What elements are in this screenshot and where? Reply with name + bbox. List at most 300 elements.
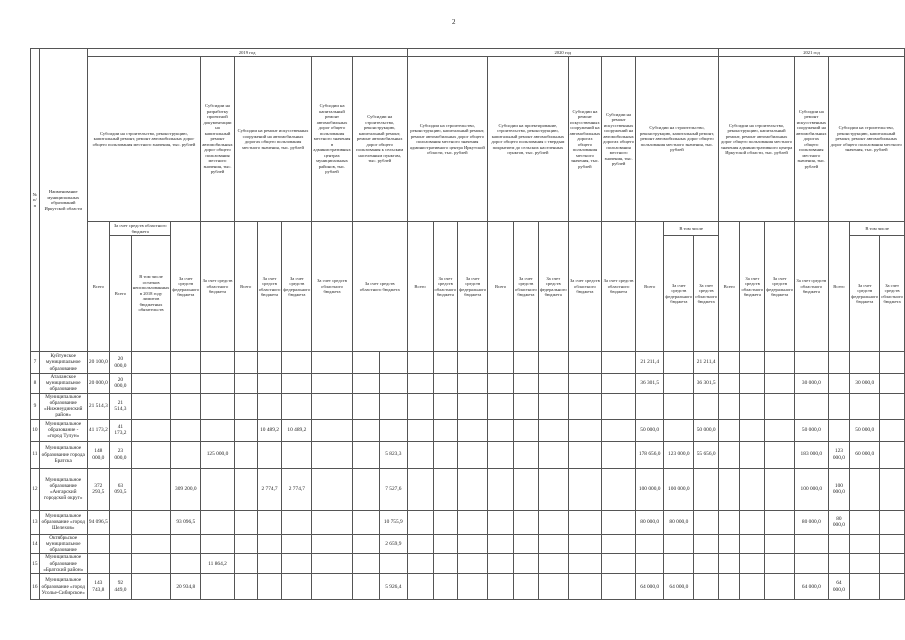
value-cell: [568, 441, 601, 468]
value-cell: [740, 554, 765, 574]
value-cell: [458, 554, 488, 574]
value-cell: [433, 374, 458, 394]
value-cell: [719, 419, 740, 441]
row-number: 10: [31, 419, 40, 441]
value-cell: 30 000,0: [795, 374, 828, 394]
value-cell: [602, 419, 636, 441]
value-cell: [433, 352, 458, 374]
value-cell: [201, 374, 234, 394]
value-cell: 2 774,7: [282, 468, 312, 510]
value-cell: [131, 510, 171, 534]
value-cell: [407, 352, 433, 374]
value-cell: 60 000,0: [850, 441, 880, 468]
value-cell: [538, 393, 568, 419]
value-cell: [602, 374, 636, 394]
value-cell: [352, 419, 379, 441]
municipality-name: Муниципальное образование - «город Тулун»: [39, 419, 87, 441]
value-cell: [765, 419, 795, 441]
value-cell: [850, 554, 880, 574]
value-cell: [694, 574, 719, 600]
hdr-obl: За счет средств областного бюджета: [352, 222, 407, 352]
year-2019: 2019 год: [87, 49, 407, 57]
value-cell: [538, 468, 568, 510]
value-cell: [828, 419, 850, 441]
value-cell: [740, 510, 765, 534]
value-cell: [234, 393, 257, 419]
value-cell: [795, 393, 828, 419]
value-cell: [282, 352, 312, 374]
value-cell: [407, 419, 433, 441]
value-cell: [407, 534, 433, 554]
value-cell: [568, 510, 601, 534]
value-cell: [380, 554, 408, 574]
value-cell: [282, 510, 312, 534]
row-number: 15: [31, 554, 40, 574]
hdr-obl: За счет средств областного бюджета: [568, 222, 601, 352]
row-number: 12: [31, 468, 40, 510]
value-cell: [719, 393, 740, 419]
value-cell: [312, 393, 352, 419]
value-cell: 80 000,0: [795, 510, 828, 534]
value-cell: [514, 393, 539, 419]
subsidy-table: [30, 48, 905, 600]
value-cell: [694, 534, 719, 554]
value-cell: [110, 534, 132, 554]
table-row: [31, 419, 905, 441]
value-cell: 100 000,0: [664, 468, 694, 510]
value-cell: [850, 393, 880, 419]
value-cell: [664, 374, 694, 394]
value-cell: [602, 393, 636, 419]
value-cell: [131, 352, 171, 374]
hdr-in-that-number: В том числе: [850, 222, 905, 236]
hdr-obl: За счет средств областного бюджета: [795, 222, 828, 352]
value-cell: 64 000,0: [636, 574, 664, 600]
value-cell: [352, 554, 379, 574]
value-cell: 21 211,4: [694, 352, 719, 374]
value-cell: 30 000,0: [850, 374, 880, 394]
value-cell: [828, 393, 850, 419]
value-cell: [740, 419, 765, 441]
value-cell: [488, 574, 514, 600]
value-cell: 100 000,0: [795, 468, 828, 510]
value-cell: [257, 393, 282, 419]
value-cell: [201, 534, 234, 554]
hdr-in-that-number: В том числе: [664, 222, 719, 236]
value-cell: [765, 534, 795, 554]
value-cell: [131, 374, 171, 394]
value-cell: [380, 352, 408, 374]
value-cell: [380, 393, 408, 419]
value-cell: [87, 554, 109, 574]
value-cell: [234, 441, 257, 468]
value-cell: [407, 441, 433, 468]
hdr-total: Всего: [719, 222, 740, 352]
value-cell: [850, 534, 880, 554]
value-cell: [828, 374, 850, 394]
hdr-obl: За счет средств областного бюджета: [201, 222, 234, 352]
value-cell: 55 656,0: [694, 441, 719, 468]
value-cell: [740, 374, 765, 394]
hdr-2019-g2: Субсидии на разработку проектной документации на капитальный ремонт автомобильных дорог общего пользования местного значения, тыс. рублей: [201, 57, 234, 222]
value-cell: [765, 393, 795, 419]
hdr-fed: За счет средств федерального бюджета: [765, 222, 795, 352]
value-cell: [568, 534, 601, 554]
hdr-2021-g2: Субсидии на ремонт искусственных сооружений на автомобильных дорогах общего пользования местного значения, тыс. рублей: [795, 57, 828, 222]
hdr-total: Всего: [488, 222, 514, 352]
value-cell: [514, 441, 539, 468]
table-row: [31, 441, 905, 468]
value-cell: [257, 441, 282, 468]
hdr-2020-g5: Субсидии на строительство, реконструкцию, капитальный ремонт, ремонт автомобильных дорог общего пользования местного значения, тыс. рублей: [636, 57, 719, 222]
value-cell: [312, 510, 352, 534]
hdr-obl: За счет средств областного бюджета: [312, 222, 352, 352]
value-cell: [538, 374, 568, 394]
value-cell: [694, 468, 719, 510]
value-cell: 2 659,9: [380, 534, 408, 554]
value-cell: [352, 374, 379, 394]
value-cell: [171, 534, 201, 554]
value-cell: [538, 419, 568, 441]
value-cell: [636, 554, 664, 574]
value-cell: [312, 554, 352, 574]
value-cell: [880, 510, 905, 534]
row-number: 13: [31, 510, 40, 534]
value-cell: [87, 534, 109, 554]
value-cell: [131, 468, 171, 510]
value-cell: [234, 374, 257, 394]
value-cell: [201, 574, 234, 600]
value-cell: [201, 468, 234, 510]
value-cell: [795, 352, 828, 374]
value-cell: 41 173,2: [87, 419, 109, 441]
value-cell: 20 000,0: [110, 374, 132, 394]
value-cell: [131, 534, 171, 554]
value-cell: 100 000,0: [636, 468, 664, 510]
municipality-name: Муниципальное образование города Братска: [39, 441, 87, 468]
value-cell: 178 656,0: [636, 441, 664, 468]
table-row: [31, 468, 905, 510]
table-row: [31, 352, 905, 374]
value-cell: [201, 352, 234, 374]
value-cell: 80 000,0: [636, 510, 664, 534]
value-cell: [514, 352, 539, 374]
value-cell: [488, 419, 514, 441]
value-cell: [514, 374, 539, 394]
year-header-row: [31, 49, 905, 57]
value-cell: [488, 352, 514, 374]
value-cell: [740, 441, 765, 468]
value-cell: [568, 374, 601, 394]
value-cell: 183 000,0: [795, 441, 828, 468]
value-cell: [828, 534, 850, 554]
row-number: 8: [31, 374, 40, 394]
value-cell: [282, 441, 312, 468]
value-cell: [719, 574, 740, 600]
value-cell: 309 200,0: [171, 468, 201, 510]
value-cell: 64 000,0: [795, 574, 828, 600]
value-cell: [131, 419, 171, 441]
municipality-name: Муниципальное образование «город Шелехов»: [39, 510, 87, 534]
value-cell: [765, 554, 795, 574]
hdr-2020-g3: Субсидии на ремонт искусственных сооружений на автомобильных дорогах общего пользования местного значения, тыс. рублей: [568, 57, 601, 222]
value-cell: [458, 393, 488, 419]
hdr-fed: За счет средств федерального бюджета: [171, 222, 201, 352]
hdr-total: Всего: [636, 222, 664, 352]
value-cell: [407, 374, 433, 394]
municipality-name: Муниципальное образование «Ангарский городской округ»: [39, 468, 87, 510]
table-row: [31, 554, 905, 574]
value-cell: [433, 441, 458, 468]
value-cell: [234, 468, 257, 510]
value-cell: 100 000,0: [828, 468, 850, 510]
hdr-total: Всего: [110, 236, 132, 352]
value-cell: 64 000,0: [828, 574, 850, 600]
value-cell: 41 173,2: [110, 419, 132, 441]
value-cell: [234, 534, 257, 554]
value-cell: [171, 554, 201, 574]
value-cell: [664, 419, 694, 441]
value-cell: [257, 374, 282, 394]
value-cell: 20 000,0: [87, 374, 109, 394]
value-cell: [719, 510, 740, 534]
value-cell: [538, 441, 568, 468]
table-row: [31, 574, 905, 600]
value-cell: [514, 574, 539, 600]
value-cell: [850, 574, 880, 600]
value-cell: 21 514,3: [87, 393, 109, 419]
value-cell: 21 514,3: [110, 393, 132, 419]
value-cell: 36 301,5: [636, 374, 664, 394]
hdr-obl: За счет средств областного бюджета: [433, 222, 458, 352]
row-number: 14: [31, 534, 40, 554]
value-cell: [880, 468, 905, 510]
value-cell: 148 000,0: [87, 441, 109, 468]
value-cell: [568, 352, 601, 374]
value-cell: [380, 419, 408, 441]
value-cell: [850, 468, 880, 510]
value-cell: [765, 374, 795, 394]
value-cell: 123 000,0: [664, 441, 694, 468]
hdr-fed: За счет средств федерального бюджета: [850, 236, 880, 352]
hdr-obl: За счет средств областного бюджета: [110, 222, 171, 236]
value-cell: [664, 554, 694, 574]
hdr-fed: За счет средств федерального бюджета: [458, 222, 488, 352]
value-cell: [740, 393, 765, 419]
value-cell: [538, 352, 568, 374]
value-cell: [719, 374, 740, 394]
value-cell: 372 293,5: [87, 468, 109, 510]
value-cell: [488, 534, 514, 554]
value-cell: [740, 468, 765, 510]
value-cell: [880, 441, 905, 468]
value-cell: [433, 419, 458, 441]
value-cell: [110, 554, 132, 574]
value-cell: [602, 554, 636, 574]
value-cell: [110, 510, 132, 534]
value-cell: [880, 419, 905, 441]
value-cell: [828, 352, 850, 374]
value-cell: [740, 352, 765, 374]
value-cell: [380, 374, 408, 394]
value-cell: [171, 352, 201, 374]
value-cell: [458, 510, 488, 534]
value-cell: [407, 510, 433, 534]
hdr-2019-g1: Субсидии на строительство, реконструкцию, капитальный ремонт, ремонт автомобильных дорог общего пользования местного значения, тыс. рублей: [87, 57, 201, 222]
page-number: 2: [452, 18, 456, 26]
value-cell: 36 301,5: [694, 374, 719, 394]
value-cell: [433, 393, 458, 419]
value-cell: 50 000,0: [795, 419, 828, 441]
hdr-2020-g2: Субсидии на проектирование, строительство, реконструкцию, капитальный ремонт автомобильных дорог общего пользования с твердым покрытием до сельских населенных пунктов, тыс. рублей: [488, 57, 569, 222]
value-cell: [458, 534, 488, 554]
value-cell: 64 000,0: [664, 574, 694, 600]
value-cell: [312, 352, 352, 374]
municipality-name: Муниципальное образование «Братский район»: [39, 554, 87, 574]
value-cell: 10 755,9: [380, 510, 408, 534]
value-cell: 50 000,0: [694, 419, 719, 441]
value-cell: [458, 574, 488, 600]
value-cell: [458, 441, 488, 468]
value-cell: 80 000,0: [828, 510, 850, 534]
value-cell: [352, 352, 379, 374]
value-cell: [514, 554, 539, 574]
value-cell: [514, 534, 539, 554]
hdr-2018-remains: В том числе остатков неиспользованных в 2018 году лимитов бюджетных обязательств: [131, 236, 171, 352]
row-number: 11: [31, 441, 40, 468]
value-cell: [352, 574, 379, 600]
hdr-2021-g1: Субсидии на строительство, реконструкцию, капитальный ремонт, ремонт автомобильных дорог общего пользования местного значения административного центра Иркутской области, тыс. рублей: [719, 57, 795, 222]
value-cell: [740, 574, 765, 600]
hdr-obl: За счет средств областного бюджета: [514, 222, 539, 352]
table-row: [31, 534, 905, 554]
hdr-fed: За счет средств федерального бюджета: [538, 222, 568, 352]
value-cell: [312, 468, 352, 510]
value-cell: [282, 534, 312, 554]
value-cell: [602, 574, 636, 600]
value-cell: 125 000,0: [201, 441, 234, 468]
value-cell: [352, 510, 379, 534]
value-cell: [312, 419, 352, 441]
hdr-2020-g1: Субсидии на строительство, реконструкцию, капитальный ремонт, ремонт автомобильных дорог общего пользования местного значения административного центра Иркутской области, тыс. рублей: [407, 57, 488, 222]
value-cell: [795, 554, 828, 574]
value-cell: [568, 554, 601, 574]
value-cell: [458, 419, 488, 441]
value-cell: [131, 441, 171, 468]
hdr-obl: За счет средств областного бюджета: [257, 222, 282, 352]
value-cell: [433, 468, 458, 510]
value-cell: [171, 393, 201, 419]
value-cell: [880, 374, 905, 394]
value-cell: 94 096,5: [87, 510, 109, 534]
header-mo: Наименование муниципальных образований Иркутской области: [39, 49, 87, 352]
value-cell: [488, 554, 514, 574]
value-cell: [850, 510, 880, 534]
municipality-name: Муниципальное образование «Нижнеудинский район»: [39, 393, 87, 419]
value-cell: [719, 352, 740, 374]
hdr-fed: За счет средств федерального бюджета: [664, 236, 694, 352]
value-cell: 143 743,8: [87, 574, 109, 600]
value-cell: [765, 468, 795, 510]
group-header-row: [31, 57, 905, 222]
value-cell: 5 926,4: [380, 574, 408, 600]
value-cell: [694, 393, 719, 419]
value-cell: [257, 554, 282, 574]
value-cell: [282, 374, 312, 394]
value-cell: [664, 534, 694, 554]
value-cell: 11 864,2: [201, 554, 234, 574]
row-number: 7: [31, 352, 40, 374]
value-cell: 5 823,3: [380, 441, 408, 468]
value-cell: [602, 441, 636, 468]
value-cell: [765, 441, 795, 468]
value-cell: [636, 534, 664, 554]
hdr-2019-g4: Субсидии на капитальный ремонт автомобильных дорог общего пользования местного значения в административных центрах муниципальных районов, тыс. рублей: [312, 57, 352, 222]
hdr-obl: За счет средств областного бюджета: [880, 236, 905, 352]
value-cell: 7 527,6: [380, 468, 408, 510]
value-cell: 2 774,7: [257, 468, 282, 510]
value-cell: 20 934,8: [171, 574, 201, 600]
value-cell: [719, 554, 740, 574]
value-cell: [719, 534, 740, 554]
municipality-name: Куйтунское муниципальное образование: [39, 352, 87, 374]
value-cell: 21 211,4: [636, 352, 664, 374]
value-cell: [352, 534, 379, 554]
table-row: [31, 393, 905, 419]
value-cell: [514, 419, 539, 441]
row-number: 16: [31, 574, 40, 600]
hdr-total: Всего: [234, 222, 257, 352]
value-cell: [407, 468, 433, 510]
value-cell: [602, 352, 636, 374]
value-cell: [488, 468, 514, 510]
hdr-total: Всего: [828, 222, 850, 352]
value-cell: [694, 554, 719, 574]
value-cell: [765, 574, 795, 600]
value-cell: [131, 554, 171, 574]
value-cell: [719, 441, 740, 468]
value-cell: [880, 352, 905, 374]
sub-header-row: [31, 222, 905, 236]
value-cell: [538, 554, 568, 574]
value-cell: [234, 574, 257, 600]
value-cell: [131, 574, 171, 600]
value-cell: [201, 393, 234, 419]
value-cell: [514, 510, 539, 534]
value-cell: [312, 574, 352, 600]
value-cell: [458, 468, 488, 510]
value-cell: [458, 352, 488, 374]
value-cell: [795, 534, 828, 554]
value-cell: [880, 534, 905, 554]
value-cell: [568, 419, 601, 441]
year-2020: 2020 год: [407, 49, 718, 57]
value-cell: [257, 352, 282, 374]
value-cell: [352, 441, 379, 468]
value-cell: [234, 510, 257, 534]
value-cell: [171, 441, 201, 468]
value-cell: 92 449,0: [110, 574, 132, 600]
value-cell: [257, 574, 282, 600]
value-cell: [352, 393, 379, 419]
value-cell: [765, 510, 795, 534]
value-cell: [282, 574, 312, 600]
municipality-name: Октябрьское муниципальное образование: [39, 534, 87, 554]
value-cell: 20 000,0: [110, 352, 132, 374]
value-cell: [568, 393, 601, 419]
table-row: [31, 510, 905, 534]
value-cell: [458, 374, 488, 394]
